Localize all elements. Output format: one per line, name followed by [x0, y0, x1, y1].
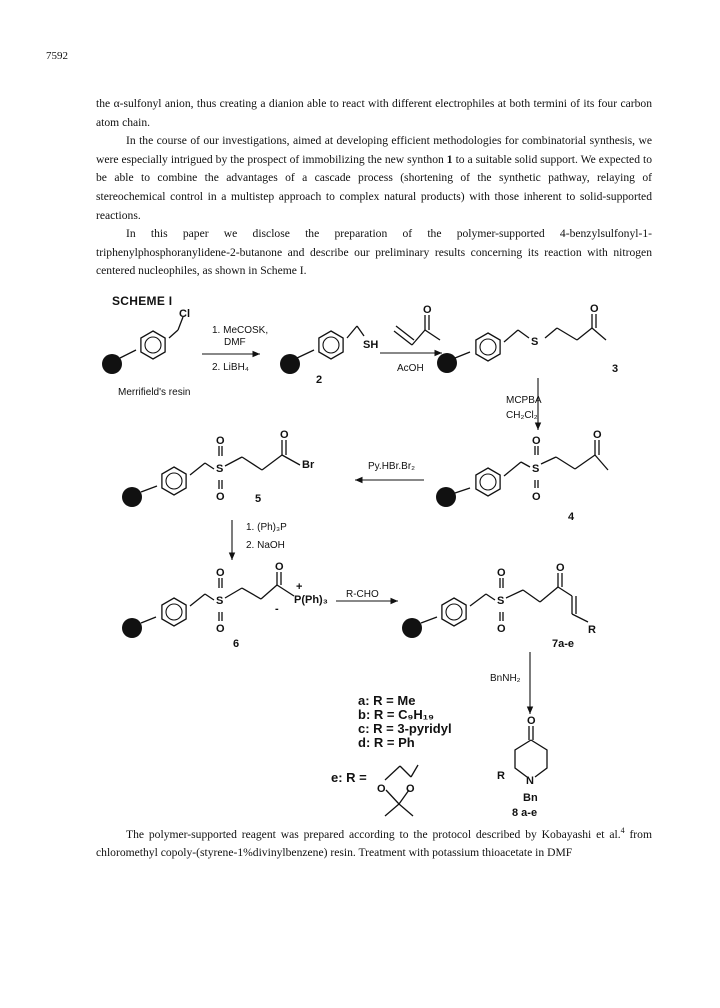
oxygen-label-8: O [527, 715, 536, 727]
substituent-a: a: R = Me [358, 693, 416, 708]
bromine-label: Br [302, 459, 315, 471]
resin-bead-6 [122, 618, 142, 638]
substituent-b: b: R = C₉H₁₉ [358, 707, 434, 722]
alpha-symbol: α [113, 97, 120, 110]
merrifield-resin-label: Merrifield's resin [118, 387, 191, 398]
synthon-number: 1 [446, 152, 453, 166]
sulfur-label-4: S [532, 463, 540, 475]
reference-marker: 4 [620, 826, 625, 835]
oxygen-label-4c: O [593, 429, 602, 441]
substituent-e: e: R = [331, 770, 367, 785]
nitrogen-label: N [526, 775, 534, 787]
dioxolane-oxygen-1: O [377, 783, 386, 795]
dioxolane-oxygen-2: O [406, 783, 415, 795]
substituent-d: d: R = Ph [358, 735, 415, 750]
r-group-label-8: R [497, 770, 505, 782]
reagent-ch2cl2: CH₂Cl₂ [506, 410, 538, 421]
triphenylphosphoranyl-label: P(Ph)₃ [294, 594, 328, 606]
reaction-arrows [202, 353, 538, 714]
reaction-scheme [0, 300, 720, 820]
reagent-naoh: 2. NaOH [246, 540, 285, 551]
oxygen-label-7b: O [497, 623, 506, 635]
body-text-top [96, 95, 652, 281]
scheme-title: SCHEME I [112, 294, 173, 308]
reagent-bnnh2: BnNH₂ [490, 673, 521, 684]
sulfur-label-7: S [497, 595, 505, 607]
oxygen-label-4a: O [532, 435, 541, 447]
compound-6-label: 6 [233, 638, 240, 650]
body-text-bottom [96, 822, 652, 863]
oxygen-label-7a: O [497, 567, 506, 579]
oxygen-label-6b: O [216, 623, 225, 635]
resin-bead-3 [437, 353, 457, 373]
resin-bead-2 [280, 354, 300, 374]
page-number: 7592 [46, 50, 68, 62]
resin-bead-start [102, 354, 122, 374]
paragraph-3: In this paper we disclose the preparation of the polymer-supported 4-benzylsulfonyl-1-triphenylphosphoranylidene-2-butanone and describe our preliminary results concerning its reaction with nitrogen centered nucleophiles, as shown in Scheme I. [96, 227, 652, 278]
compound-8-label: 8 a-e [512, 807, 538, 819]
phosphonium-charge: + [296, 581, 303, 593]
reagent-ph3p: 1. (Ph)₃P [246, 522, 287, 533]
paragraph-1: the α-sulfonyl anion, thus creating a dianion able to react with different electrophiles at both termini of its four carbon atom chain. [96, 97, 653, 129]
oxygen-label-3: O [590, 303, 599, 315]
oxygen-label-5a: O [216, 435, 225, 447]
thiol-label: SH [363, 339, 379, 351]
sulfur-label-6: S [216, 595, 224, 607]
resin-bead-4 [436, 487, 456, 507]
benzyl-label: Bn [523, 792, 538, 804]
sulfur-label-5: S [216, 463, 224, 475]
reagent-dmf: DMF [224, 337, 246, 348]
compound-5-label: 5 [255, 493, 262, 505]
paragraph-2: In the course of our investigations, aimed at developing efficient methodologies for combinatorial synthesis, we were especially intrigued by the prospect of immobilizing the new synthon 1 to a suitable solid support. We expected to be able to combine the advantages of a cascade process (shortening of the synthetic pathway, relaying of stereochemical control in a multistep approach to complex natural products) with those inherent to solid-supported reactions. [96, 134, 652, 222]
compound-7-label: 7a-e [552, 638, 575, 650]
reagent-libh4: 2. LiBH₄ [212, 362, 249, 373]
compound-3-label: 3 [612, 363, 619, 375]
reagent-pyhbr: Py.HBr.Br₂ [368, 461, 416, 472]
oxygen-label-5c: O [280, 429, 289, 441]
reagent-acoh: AcOH [397, 363, 424, 374]
compound-4-label: 4 [568, 511, 575, 523]
chlorine-label: Cl [179, 308, 190, 320]
paragraph-4: The polymer-supported reagent was prepared according to the protocol described by Kobayashi et al.$^4$ from chloromethyl copoly-(styrene-1%divinylbenzene) resin. Treatment with potassium thioacetate in DMF [96, 826, 652, 860]
oxygen-label-6a: O [216, 567, 225, 579]
oxygen-label-5b: O [216, 491, 225, 503]
compound-2-label: 2 [316, 374, 323, 386]
reagent-mecosk: 1. MeCOSK, [212, 325, 269, 336]
r-group-label-7: R [588, 624, 596, 636]
reagent-mcpba: MCPBA [506, 395, 542, 406]
reagent-rcho: R-CHO [346, 589, 379, 600]
oxygen-label-4b: O [532, 491, 541, 503]
resin-bead-5 [122, 487, 142, 507]
resin-bead-7 [402, 618, 422, 638]
oxygen-label-7c: O [556, 562, 565, 574]
oxygen-label-6c: O [275, 561, 284, 573]
oxygen-label-mvk: O [423, 304, 432, 316]
sulfur-label-3: S [531, 336, 539, 348]
substituent-c: c: R = 3-pyridyl [358, 721, 452, 736]
carbanion-charge: - [275, 603, 279, 615]
